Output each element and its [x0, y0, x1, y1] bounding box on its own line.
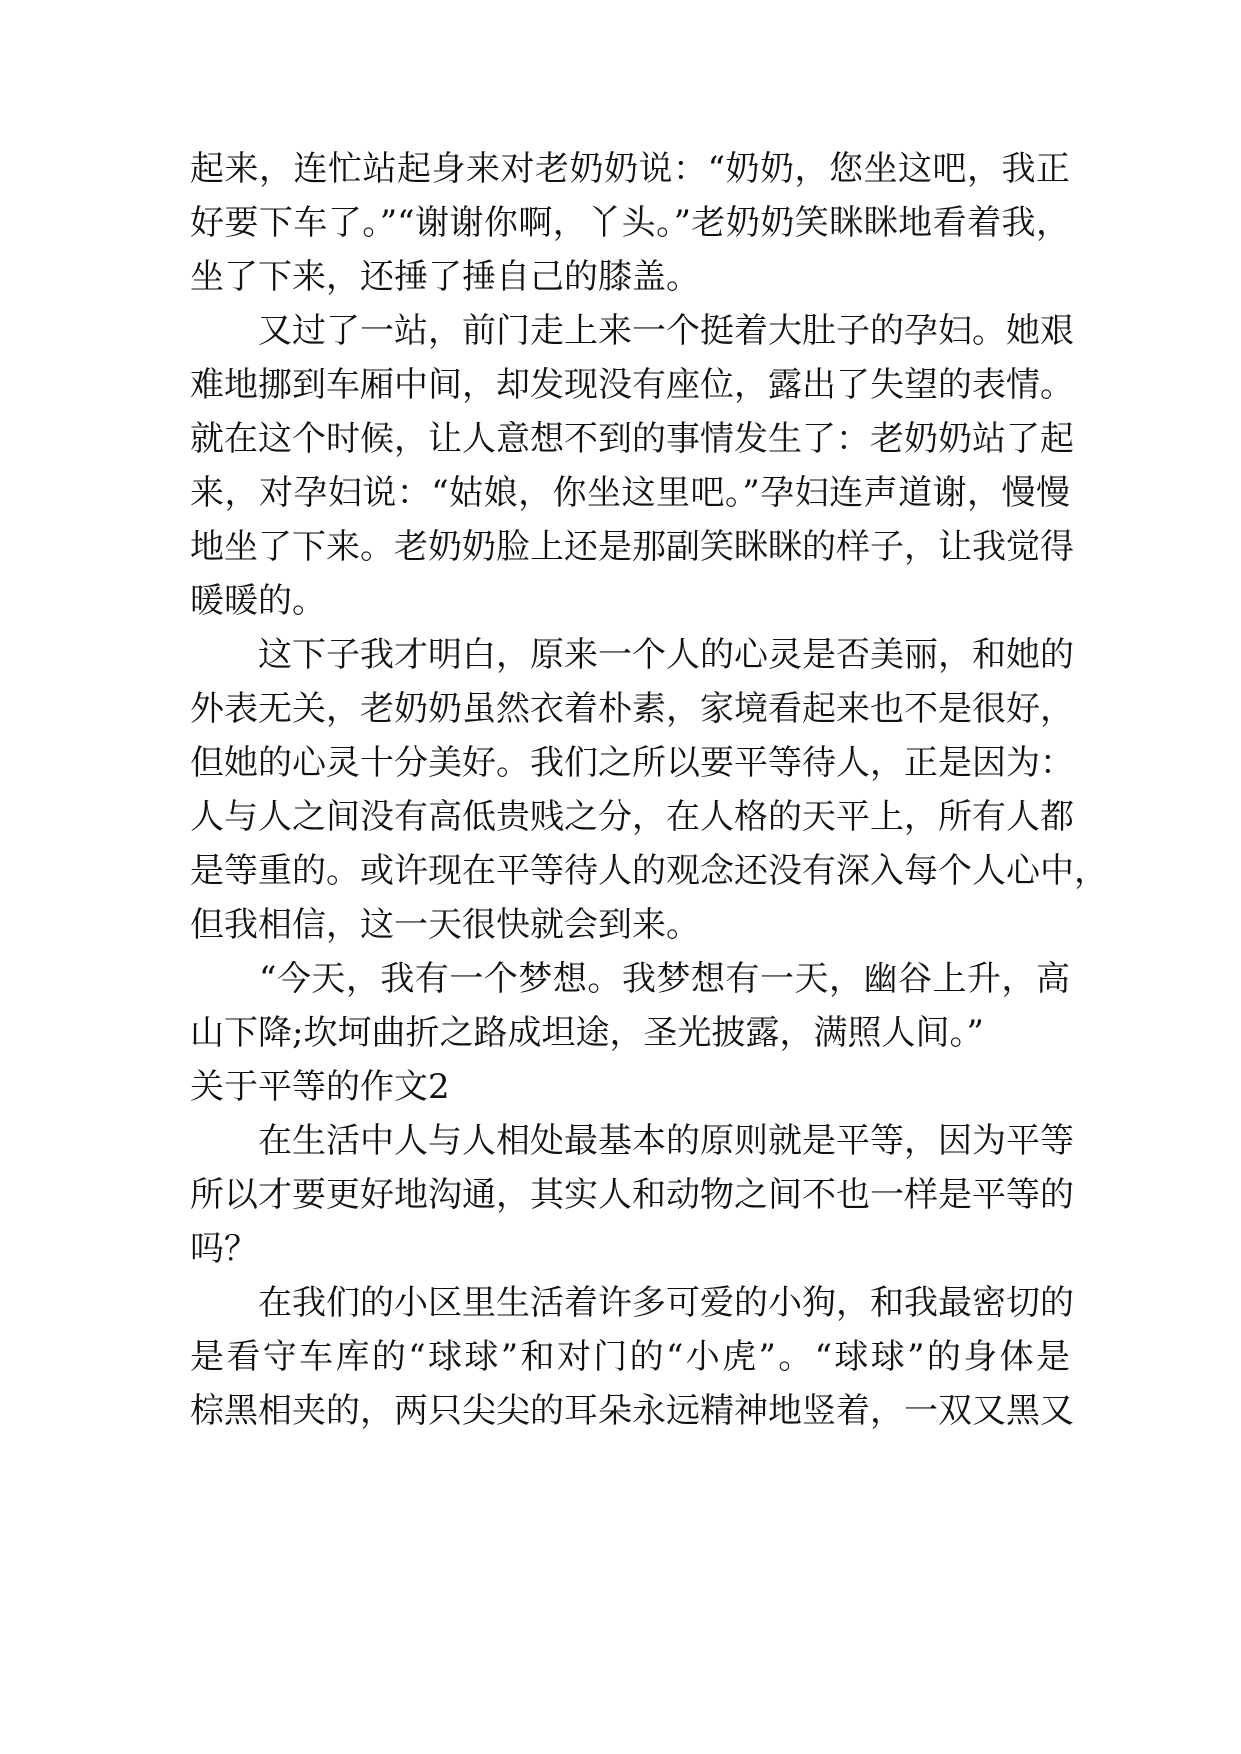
text-line: 坐了下来，还捶了捶自己的膝盖。 — [190, 257, 700, 297]
text-line: 是等重的。或许现在平等待人的观念还没有深入每个人心中， — [190, 851, 1108, 891]
text-line: 暖暖的。 — [190, 581, 326, 621]
text-line: 这下子我才明白，原来一个人的心灵是否美丽，和她的 — [190, 635, 1074, 675]
text-line: “今天，我有一个梦想。我梦想有一天，幽谷上升，高 — [190, 959, 1070, 999]
text-line: 在我们的小区里生活着许多可爱的小狗，和我最密切的 — [190, 1283, 1074, 1323]
text-line: 来，对孕妇说：“姑娘，你坐这里吧。”孕妇连声道谢，慢慢 — [190, 473, 1070, 513]
text-line: 但她的心灵十分美好。我们之所以要平等待人，正是因为： — [190, 743, 1074, 783]
text-line: 好要下车了。”“谢谢你啊，丫头。”老奶奶笑眯眯地看着我， — [190, 203, 1070, 243]
text-line: 吗？ — [190, 1229, 258, 1269]
section-heading: 关于平等的作文2 — [190, 1067, 450, 1107]
text-line: 山下降;坎坷曲折之路成坦途，圣光披露，满照人间。” — [190, 1013, 984, 1053]
text-line: 又过了一站，前门走上来一个挺着大肚子的孕妇。她艰 — [190, 311, 1074, 351]
text-line: 难地挪到车厢中间，却发现没有座位，露出了失望的表情。 — [190, 365, 1074, 405]
text-line: 但我相信，这一天很快就会到来。 — [190, 905, 700, 945]
text-line: 所以才要更好地沟通，其实人和动物之间不也一样是平等的 — [190, 1175, 1074, 1215]
text-line: 就在这个时候，让人意想不到的事情发生了：老奶奶站了起 — [190, 419, 1074, 459]
text-line: 地坐了下来。老奶奶脸上还是那副笑眯眯的样子，让我觉得 — [190, 527, 1074, 567]
text-line: 人与人之间没有高低贵贱之分，在人格的天平上，所有人都 — [190, 797, 1074, 837]
text-line: 起来，连忙站起身来对老奶奶说：“奶奶，您坐这吧，我正 — [190, 149, 1070, 189]
text-line: 外表无关，老奶奶虽然衣着朴素，家境看起来也不是很好， — [190, 689, 1074, 729]
text-line: 在生活中人与人相处最基本的原则就是平等，因为平等 — [190, 1121, 1074, 1161]
text-line: 是看守车库的“球球”和对门的“小虎”。“球球”的身体是 — [190, 1337, 1070, 1377]
text-line: 棕黑相夹的，两只尖尖的耳朵永远精神地竖着，一双又黑又 — [190, 1391, 1074, 1431]
